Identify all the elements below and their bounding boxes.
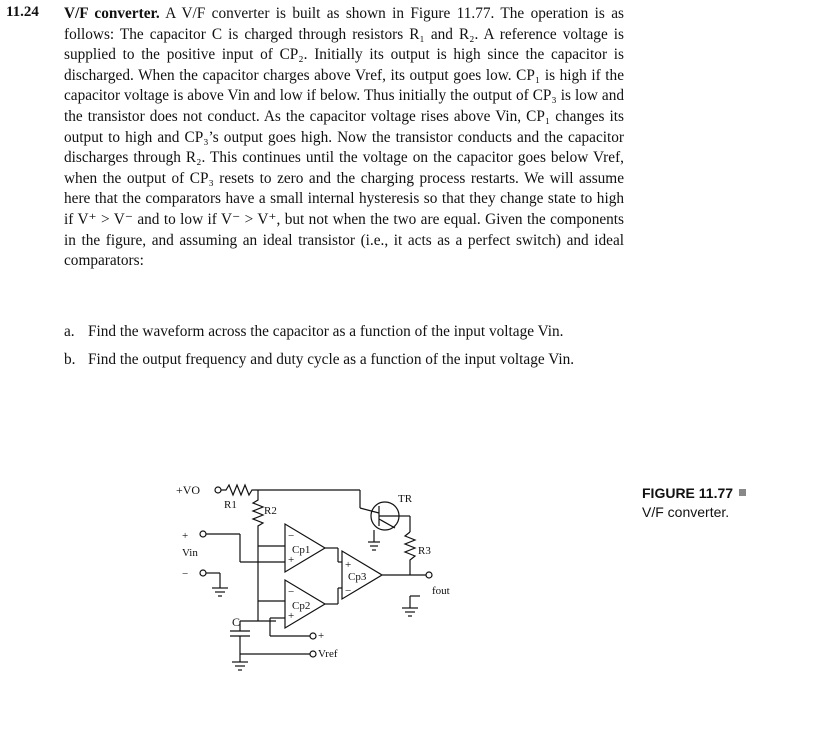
r2-resistor: [253, 490, 263, 534]
r1-label: R1: [224, 499, 237, 511]
r3-resistor: [405, 532, 415, 575]
cp3-minus: −: [345, 585, 352, 597]
r1-resistor: [221, 485, 258, 495]
vref-label: Vref: [318, 648, 338, 660]
problem-text: A V/F converter is built as shown in Figure 11.77. The operation is as follows: The capacitor C is charged through resistors R₁ and R₂. A reference voltage is supplied to the positive input of CP₂. Initially its output is high since the capacitor is discharged. When the capacitor charges above Vref, its output goes low. CP₁ is high if the capacitor voltage is above Vin and low if below. Thus initially the output of CP₃ is low and the transistor does not conduct. As the capacitor voltage rises above Vin, CP₁ changes its output to high and CP₃’s output goes high. Now the transistor conducts and the capacitor discharges through R₂. This continues until the voltage on the capacitor goes below Vref, when the output of CP₃ resets to zero and the charging process restarts. We will assume here that the comparators have a small internal hysteresis so that they change state to high if V⁺ > V⁻ and to low if V⁻ > V⁺, but not when the two are equal. Given the components in the figure, and assuming an ideal transistor (i.e., it acts as a perfect switch) and ideal comparators:: [64, 5, 624, 270]
fout-label: fout: [432, 585, 450, 597]
vin-plus: +: [182, 530, 189, 542]
vo-label: +VO: [176, 483, 201, 497]
part-a: [64, 322, 624, 343]
part-b-text: Find the output frequency and duty cycle as a function of the input voltage Vin.: [88, 350, 575, 368]
problem-body: [64, 4, 624, 272]
problem-parts: [64, 322, 624, 377]
vo-terminal: [215, 487, 221, 493]
vin-label: Vin: [182, 547, 198, 559]
capacitor-label: C: [232, 615, 241, 629]
vref-plus-terminal: [310, 633, 316, 639]
problem-number: 11.24: [6, 4, 39, 20]
caption-marker-icon: [739, 489, 746, 496]
transistor-label: TR: [398, 493, 413, 505]
problem-title: V/F converter.: [64, 5, 160, 22]
vin-plus-terminal: [200, 531, 206, 537]
figure-caption: [642, 484, 746, 522]
circuit-figure: [170, 476, 470, 676]
vin-minus-terminal: [200, 570, 206, 576]
part-b-label: b.: [64, 350, 76, 368]
cp1-plus: +: [288, 554, 295, 566]
cp2-plus: +: [288, 610, 295, 622]
part-b: [64, 350, 624, 371]
part-a-text: Find the waveform across the capacitor as a function of the input voltage Vin.: [88, 323, 564, 340]
vref-minus-terminal: [310, 651, 316, 657]
figure-title: V/F converter.: [642, 504, 730, 520]
cp2-label: Cp2: [292, 600, 311, 612]
fout-terminal: [426, 572, 432, 578]
cp3-label: Cp3: [348, 571, 367, 583]
cp2-minus: −: [288, 586, 295, 598]
vin-minus: −: [182, 568, 189, 580]
circuit-diagram: [170, 476, 470, 676]
cp1-label: Cp1: [292, 544, 311, 556]
r3-label: R3: [418, 545, 431, 557]
part-a-label: a.: [64, 323, 75, 340]
cp3-plus: +: [345, 559, 352, 571]
vref-plus: +: [318, 630, 325, 642]
r2-label: R2: [264, 505, 277, 517]
cp1-minus: −: [288, 530, 295, 542]
figure-number: FIGURE 11.77: [642, 485, 734, 501]
